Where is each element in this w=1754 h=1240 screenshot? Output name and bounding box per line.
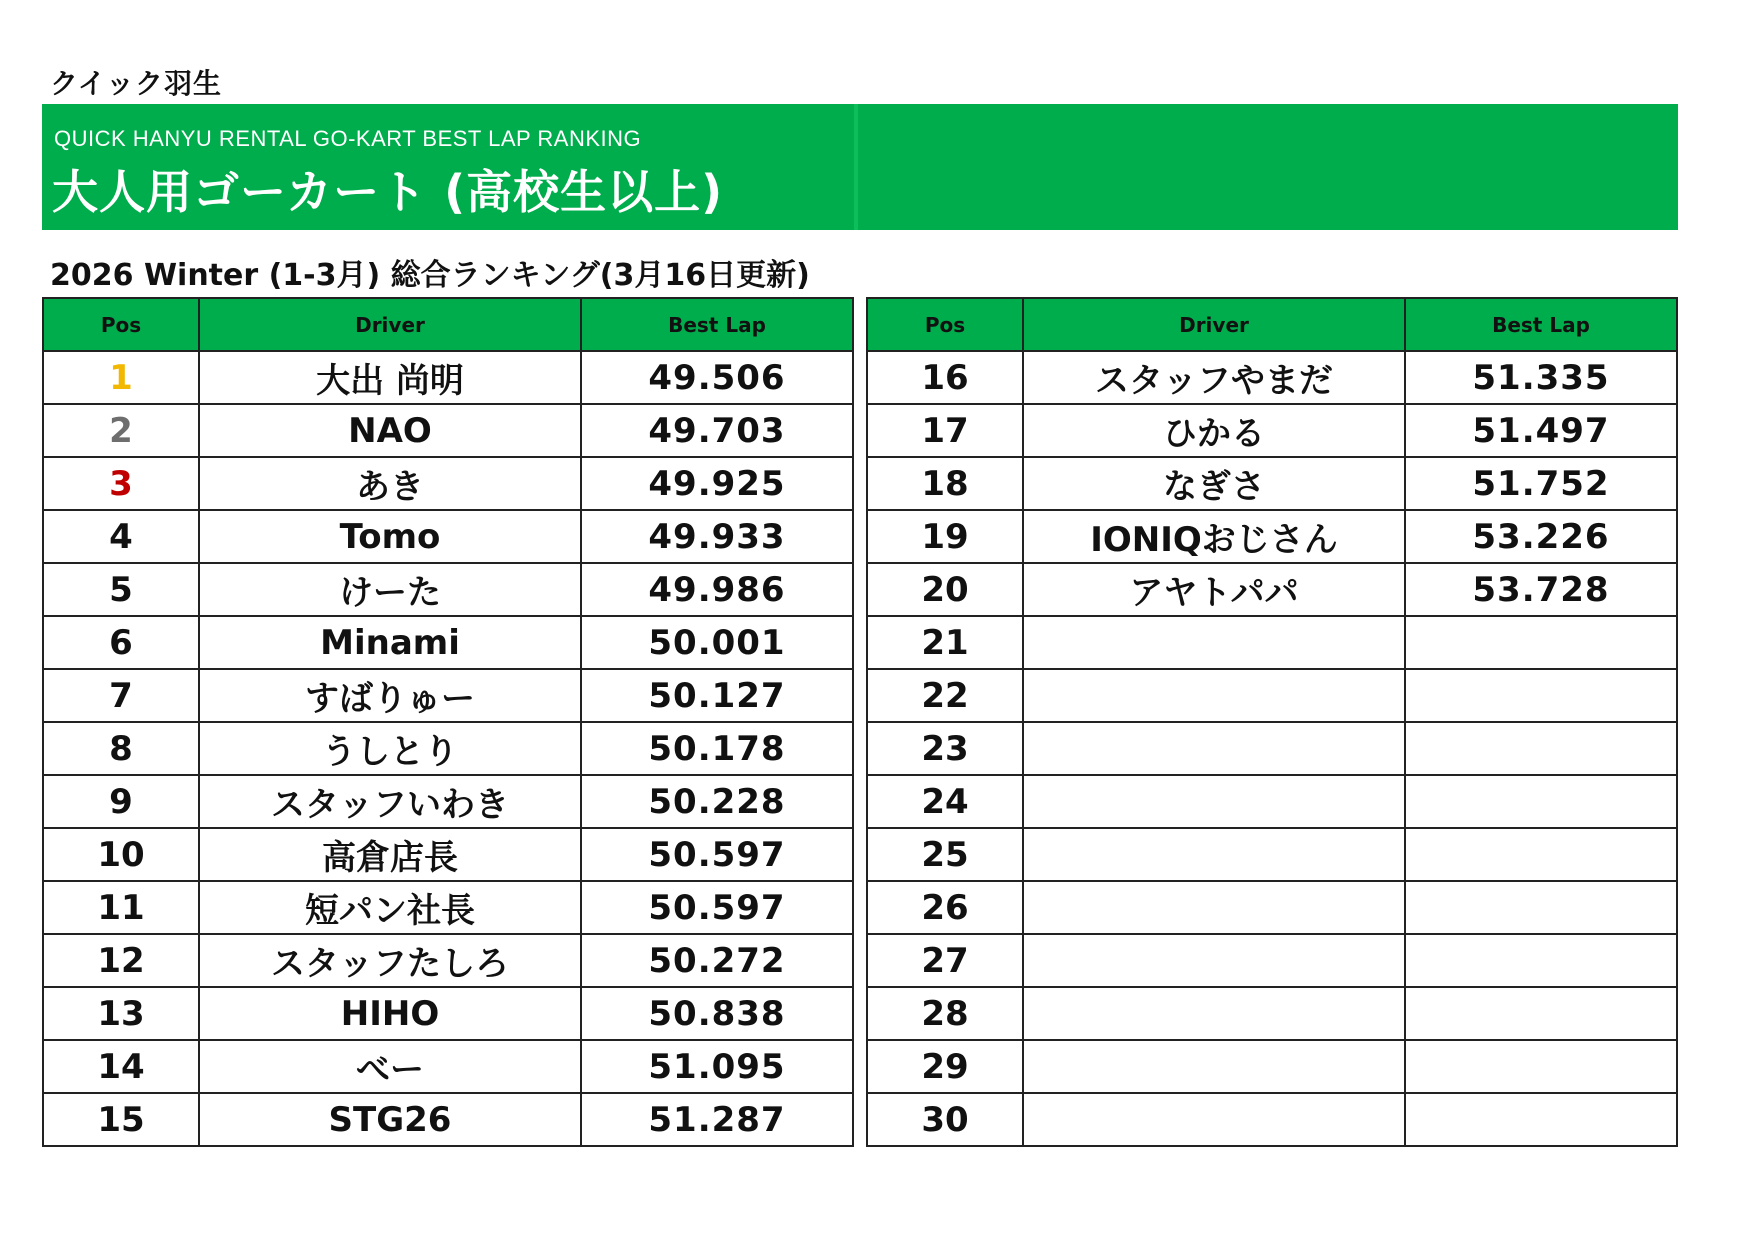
best-lap-cell [1405,775,1677,828]
pos-cell: 16 [867,351,1023,404]
table-row [867,881,1677,934]
pos-cell: 29 [867,1040,1023,1093]
driver-cell: アヤトパパ [1023,563,1405,616]
driver-cell: べー [199,1040,581,1093]
driver-cell [1023,669,1405,722]
table-row [43,722,853,775]
best-lap-cell: 51.497 [1405,404,1677,457]
best-lap-cell: 49.703 [581,404,853,457]
header-row [43,298,853,351]
driver-cell: HIHO [199,987,581,1040]
ranking-table-left [42,297,854,1147]
driver-cell: あき [199,457,581,510]
best-lap-cell [1405,987,1677,1040]
best-lap-cell [1405,1040,1677,1093]
driver-cell [1023,1093,1405,1146]
best-lap-cell: 49.506 [581,351,853,404]
pos-cell: 19 [867,510,1023,563]
best-lap-header: Best Lap [1405,298,1677,351]
best-lap-cell [1405,934,1677,987]
driver-cell [1023,881,1405,934]
table-row [867,563,1677,616]
pos-cell: 10 [43,828,199,881]
table-row [43,987,853,1040]
table-row [43,828,853,881]
best-lap-cell: 49.986 [581,563,853,616]
best-lap-cell: 49.925 [581,457,853,510]
best-lap-cell: 49.933 [581,510,853,563]
driver-cell: NAO [199,404,581,457]
table-row [43,934,853,987]
driver-cell: 高倉店長 [199,828,581,881]
driver-cell: STG26 [199,1093,581,1146]
table-row [867,775,1677,828]
ranking-table-right [866,297,1678,1147]
table-row [43,616,853,669]
best-lap-cell [1405,722,1677,775]
driver-cell: すばりゅー [199,669,581,722]
table-row [43,351,853,404]
driver-cell: うしとり [199,722,581,775]
pos-cell: 11 [43,881,199,934]
brand-name: クイック羽生 [50,67,223,100]
table-row [867,1093,1677,1146]
best-lap-cell: 53.226 [1405,510,1677,563]
pos-cell: 24 [867,775,1023,828]
pos-cell: 25 [867,828,1023,881]
pos-cell: 20 [867,563,1023,616]
driver-cell [1023,828,1405,881]
pos-cell: 21 [867,616,1023,669]
driver-cell: けーた [199,563,581,616]
best-lap-cell: 50.228 [581,775,853,828]
driver-cell [1023,616,1405,669]
pos-cell: 3 [43,457,199,510]
best-lap-cell [1405,616,1677,669]
best-lap-cell [1405,669,1677,722]
pos-cell: 12 [43,934,199,987]
table-row [867,828,1677,881]
best-lap-cell: 50.838 [581,987,853,1040]
header-row [867,298,1677,351]
pos-cell: 28 [867,987,1023,1040]
driver-cell [1023,1040,1405,1093]
table-row [43,775,853,828]
best-lap-cell: 51.095 [581,1040,853,1093]
best-lap-cell: 50.597 [581,828,853,881]
driver-cell [1023,934,1405,987]
driver-cell: ひかる [1023,404,1405,457]
table-row [867,1040,1677,1093]
title-banner [42,104,1678,230]
table-row [867,457,1677,510]
pos-cell: 13 [43,987,199,1040]
best-lap-cell: 51.752 [1405,457,1677,510]
best-lap-cell: 51.335 [1405,351,1677,404]
pos-cell: 30 [867,1093,1023,1146]
pos-cell: 5 [43,563,199,616]
driver-cell: スタッフいわき [199,775,581,828]
best-lap-cell [1405,1093,1677,1146]
driver-cell: Minami [199,616,581,669]
pos-cell: 27 [867,934,1023,987]
pos-cell: 7 [43,669,199,722]
driver-cell: IONIQおじさん [1023,510,1405,563]
table-row [43,669,853,722]
best-lap-cell: 50.127 [581,669,853,722]
driver-header: Driver [1023,298,1405,351]
driver-header: Driver [199,298,581,351]
driver-cell [1023,722,1405,775]
table-row [867,934,1677,987]
pos-cell: 9 [43,775,199,828]
pos-cell: 15 [43,1093,199,1146]
best-lap-cell [1405,828,1677,881]
table-row [43,881,853,934]
table-row [867,616,1677,669]
driver-cell: 大出 尚明 [199,351,581,404]
banner-title: 大人用ゴーカート (高校生以上) [52,165,724,219]
best-lap-cell: 50.178 [581,722,853,775]
table-row [43,510,853,563]
table-row [43,1040,853,1093]
table-row [43,1093,853,1146]
table-row [867,351,1677,404]
table-row [43,457,853,510]
table-row [43,563,853,616]
table-row [867,669,1677,722]
pos-cell: 23 [867,722,1023,775]
pos-cell: 1 [43,351,199,404]
driver-cell [1023,775,1405,828]
pos-cell: 8 [43,722,199,775]
pos-cell: 22 [867,669,1023,722]
best-lap-cell: 50.272 [581,934,853,987]
banner-subtitle: QUICK HANYU RENTAL GO-KART BEST LAP RANKING [54,126,642,151]
banner-divider [854,104,858,230]
pos-cell: 18 [867,457,1023,510]
pos-header: Pos [43,298,199,351]
best-lap-cell: 50.001 [581,616,853,669]
pos-cell: 17 [867,404,1023,457]
best-lap-cell: 53.728 [1405,563,1677,616]
driver-cell [1023,987,1405,1040]
best-lap-cell: 51.287 [581,1093,853,1146]
pos-cell: 6 [43,616,199,669]
table-row [867,404,1677,457]
driver-cell: Tomo [199,510,581,563]
table-row [867,510,1677,563]
pos-cell: 14 [43,1040,199,1093]
driver-cell: スタッフたしろ [199,934,581,987]
pos-cell: 26 [867,881,1023,934]
driver-cell: スタッフやまだ [1023,351,1405,404]
pos-header: Pos [867,298,1023,351]
best-lap-cell: 50.597 [581,881,853,934]
table-row [867,722,1677,775]
pos-cell: 4 [43,510,199,563]
pos-cell: 2 [43,404,199,457]
table-row [43,404,853,457]
driver-cell: なぎさ [1023,457,1405,510]
best-lap-cell [1405,881,1677,934]
season-label: 2026 Winter (1-3月) 総合ランキング(3月16日更新) [50,258,810,293]
best-lap-header: Best Lap [581,298,853,351]
table-row [867,987,1677,1040]
driver-cell: 短パン社長 [199,881,581,934]
